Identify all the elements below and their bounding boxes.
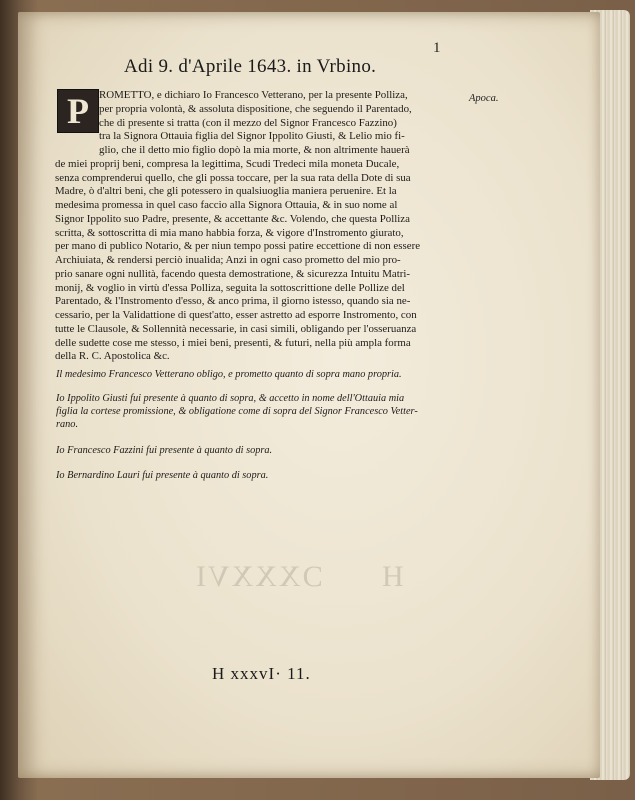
body-line: scritta, & sottoscritta di mia mano habbia forza, & vigore d'Instromento giurato, [55,226,404,239]
signature-line: Io Francesco Fazzini fui presente à quanto di sopra. [56,445,273,456]
body-line: monij, & voglio in virtù d'essa Polliza, seguita la sottoscrittione delle Pollize del [55,281,405,294]
signature-fazzini [56,444,476,457]
signature-line: figlia la cortese promissione, & obligatione come di sopra del Signor Francesco Vetter- [56,406,418,417]
body-line: Parentado, & l'Instromento d'esso, & anco prima, il giorno istesso, quando sia ne- [55,295,411,308]
signature-giusti [56,392,476,431]
decorated-initial: P [57,89,99,133]
body-line: medesima promessa in quel caso faccio alla Signora Ottauia, & in suo nome al [55,199,398,211]
page-number: 1 [433,40,441,56]
signature-line: rano. [56,419,79,430]
signature-line: Io Bernardino Lauri fui presente à quanto di sopra. [56,470,269,481]
body-line: de miei proprij beni, compresa la legittima, Scudi Tredeci mila moneta Ducale, [55,157,400,170]
body-line: ROMETTO, e dichiaro Io Francesco Vetterano, per la presente Polliza, [99,89,408,101]
signature-line: Il medesimo Francesco Vetterano obligo, e prometto quanto di sopra mano propria. [56,369,402,380]
signature-lauri [56,469,476,482]
body-line: prio sanare ogni nullità, facendo questa demostratione, & sicurezza Intuitu Matri- [55,267,411,280]
body-line: cessario, per la Validattione di quest'atto, esser astretto ad esporre Instromento, con [55,309,417,321]
body-line: che di presente si tratta (con il mezzo del Signor Francesco Fazzino) [99,116,397,129]
body-line: Signor Ippolito suo Padre, presente, & accettante &c. Volendo, che questa Polliza [55,212,410,225]
document-heading: Adi 9. d'Aprile 1643. in Vrbino. [124,56,377,77]
bleed-through-mark: H [380,560,404,593]
signature-line: Io Ippolito Giusti fui presente à quanto di sopra, & accetto in nome dell'Ottauia mia [56,393,405,404]
signature-vetterano [56,368,476,381]
body-line: tutte le Clausole, & Sollennità necessarie, in casi simili, obligando per l'osseruanza [55,322,417,335]
body-line: della R. C. Apostolica &c. [55,350,170,363]
body-line: Madre, ò d'altri beni, che gli potessero in qualsiuoglia maniera peruenire. Et la [55,185,397,198]
bleed-through-mark: ϽXXXVI [194,560,323,593]
body-paragraph [55,89,465,364]
body-line: Archiuiata, & rendersi perciò inualida; Anzi in ogni caso prometto del mio pro- [55,254,401,266]
margin-note: Apoca. [469,93,499,104]
body-line: per propria volontà, & assoluta dispositione, che seguendo il Parentado, [99,102,412,115]
body-line: tra la Signora Ottauia figlia del Signor Ippolito Giusti, & Lelio mio fi- [99,130,405,143]
body-line: senza comprenderui quello, che gli possa toccare, per la sua rata della Dote di sua [55,171,411,184]
signature-mark: H xxxvI· 11. [212,664,311,683]
body-line: glio, che il detto mio figlio dopò la mia morte, & non altrimente hauerà [99,144,410,156]
body-line: per mano di publico Notario, & per niun tempo possi patire eccettione di non essere [55,240,421,253]
body-line: delle sudette cose me stesso, i miei beni, presenti, & futuri, nella più ampla forma [55,336,411,349]
